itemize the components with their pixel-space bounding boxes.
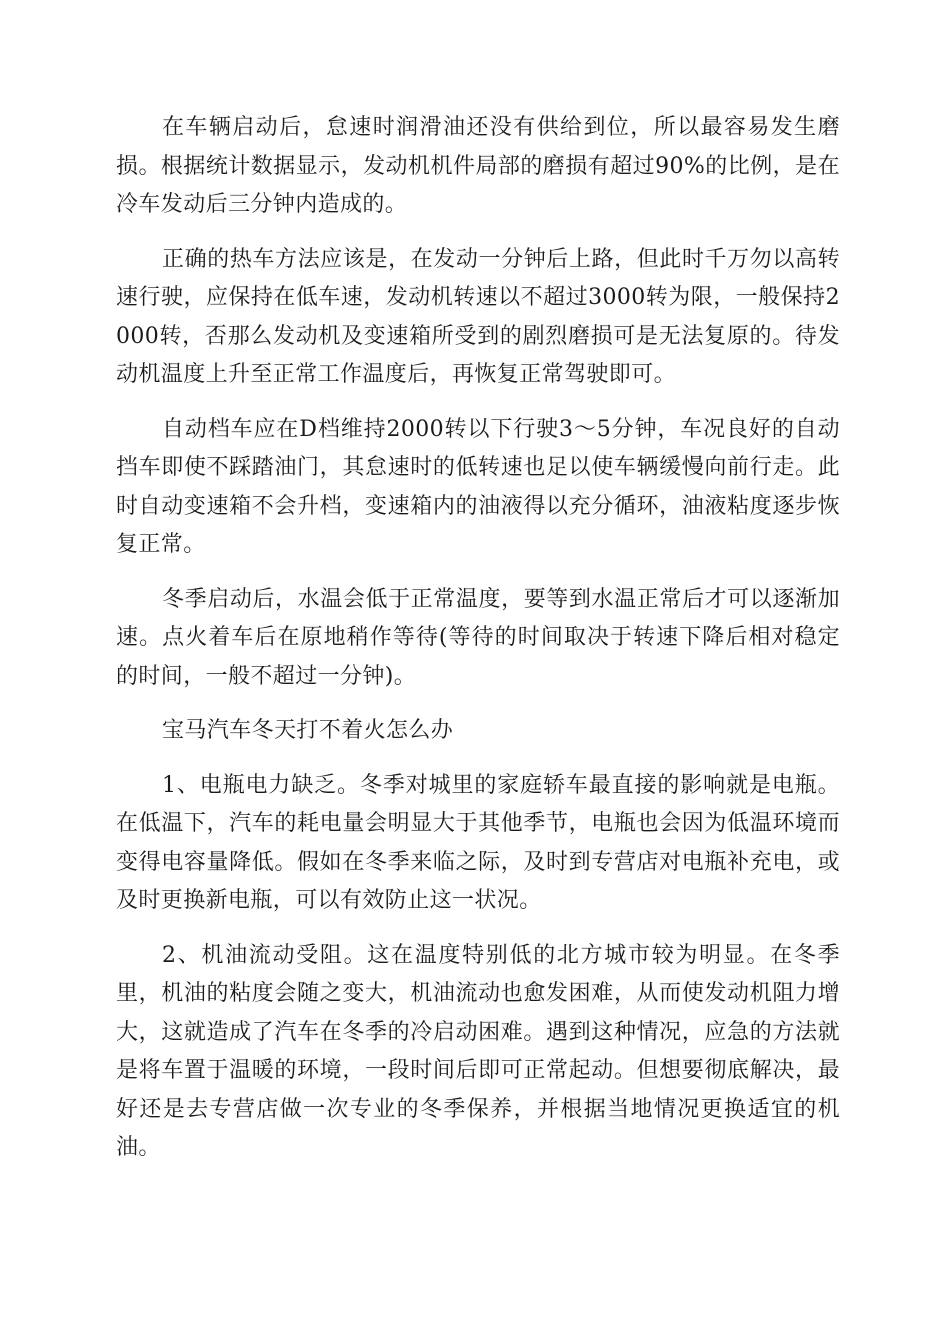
paragraph-cold-start-wear: 在车辆启动后，怠速时润滑油还没有供给到位，所以最容易发生磨损。根据统计数据显示，发动机机件局部的磨损有超过90%的比例，是在冷车发动后三分钟内造成的。	[116, 115, 840, 217]
paragraph-automatic-transmission: 自动档车应在D档维持2000转以下行驶3～5分钟，车况良好的自动挡车即使不踩踏油门，其怠速时的低转速也足以使车辆缓慢向前行走。此时自动变速箱不会升档，变速箱内的油液得以充分循环，油液粘度逐步恢复正常。	[116, 416, 840, 557]
paragraph-warm-up-method: 正确的热车方法应该是，在发动一分钟后上路，但此时千万勿以高转速行驶，应保持在低车速，发动机转速以不超过3000转为限，一般保持2000转，否那么发动机及变速箱所受到的剧烈磨损可是无法复原的。待发动机温度上升至正常工作温度后，再恢复正常驾驶即可。	[116, 246, 840, 387]
paragraph-battery: 1、电瓶电力缺乏。冬季对城里的家庭轿车最直接的影响就是电瓶。在低温下，汽车的耗电量会明显大于其他季节，电瓶也会因为低温环境而变得电容量降低。假如在冬季来临之际，及时到专营店对电瓶补充电，或及时更换新电瓶，可以有效防止这一状况。	[116, 772, 840, 913]
section-heading: 宝马汽车冬天打不着火怎么办	[162, 718, 454, 743]
paragraph-winter-start: 冬季启动后，水温会低于正常温度，要等到水温正常后才可以逐渐加速。点火着车后在原地稍作等待(等待的时间取决于转速下降后相对稳定的时间，一般不超过一分钟)。	[116, 586, 840, 689]
paragraph-engine-oil: 2、机油流动受阻。这在温度特别低的北方城市较为明显。在冬季里，机油的粘度会随之变大，机油流动也愈发困难，从而使发动机阻力增大，这就造成了汽车在冬季的冷启动困难。遇到这种情况，应急的方法就是将车置于温暖的环境，一段时间后即可正常起动。但想要彻底解决，最好还是去专营店做一次专业的冬季保养，并根据当地情况更换适宜的机油。	[116, 942, 840, 1160]
document-body	[116, 109, 840, 1184]
